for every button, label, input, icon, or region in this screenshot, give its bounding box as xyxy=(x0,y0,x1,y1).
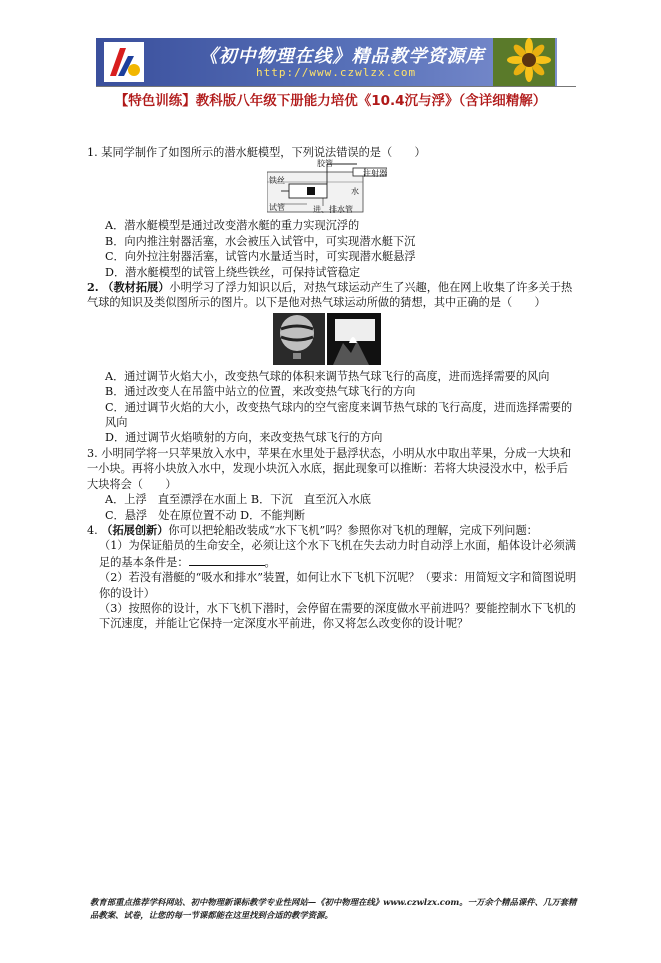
option-a: A．通过调节火焰大小，改变热气球的体积来调节热气球飞行的高度，进而选择需要的风向 xyxy=(105,369,550,383)
option-a: A．潜水艇模型是通过改变潜水艇的重力实现沉浮的 xyxy=(105,219,360,233)
question-number: 4. xyxy=(87,523,98,537)
question-2 xyxy=(87,280,577,311)
question-list xyxy=(87,145,577,632)
hot-air-balloon-photos xyxy=(273,313,381,365)
question-number: 2. xyxy=(87,280,99,295)
question-stem: 小明同学将一只苹果放入水中，苹果在水里处于悬浮状态，小明从水中取出苹果，分成一大块和一小块。再将小块放入水中，发现小块沉入水底，据此现象可以推断：若将大块浸没水中，松手后大块将会（ ） xyxy=(87,446,572,491)
option-d: D．通过调节火焰喷射的方向，来改变热气球飞行的方向 xyxy=(105,431,383,445)
question-stem: 某同学制作了如图所示的潜水艇模型，下列说法错误的是（ ） xyxy=(101,146,426,159)
site-logo-icon xyxy=(104,42,144,82)
question-stem: 小明学习了浮力知识以后，对热气球运动产生了兴趣，他在网上收集了许多关于热气球的知识及类似图所示的图片。以下是他对热气球运动所做的猜想，其中正确的是（ ） xyxy=(87,281,573,310)
hot-air-balloon-figure xyxy=(273,313,381,365)
submarine-model-figure xyxy=(267,160,387,216)
sub-question-1-text: （1）为保证船员的生命安全，必须让这个水下飞机在失去动力时自动浮上水面，船体设计必须满足的基本条件是： xyxy=(99,539,576,569)
sub-question-2: （2）若没有潜艇的“吸水和排水”装置，如何让水下飞机下沉呢？（要求：用简短文字和简图说明你的设计） xyxy=(99,571,577,600)
question-number: 1. xyxy=(87,146,98,159)
option-cd: C．悬浮 处在原位置不动 D．不能判断 xyxy=(105,508,306,522)
option-b: B．通过改变人在吊篮中站立的位置，来改变热气球飞行的方向 xyxy=(105,385,416,399)
label-zhusheqi: 注射器 xyxy=(363,169,387,179)
label-jiaoguan: 胶管 xyxy=(317,159,333,169)
banner-url: http://www.czwlzx.com xyxy=(256,66,417,79)
option-d: D．潜水艇模型的试管上绕些铁丝，可保持试管稳定 xyxy=(105,265,361,279)
label-jinpaishuiguan: 进、排水管 xyxy=(313,205,353,215)
banner-title: 《初中物理在线》精品教学资源库 xyxy=(199,46,485,67)
question-4 xyxy=(87,523,577,538)
label-shiguan: 试管 xyxy=(269,203,285,213)
banner-divider xyxy=(96,86,576,87)
option-c: C．通过调节火焰的大小，改变热气球内的空气密度来调节热气球的飞行高度，进而选择需要的风向 xyxy=(105,400,573,430)
label-tiesi: 铁丝 xyxy=(269,176,285,186)
question-3 xyxy=(87,446,577,492)
label-shui: 水 xyxy=(351,187,359,197)
document-title: 【特色训练】教科版八年级下册能力培优《10.4沉与浮》（含详细精解） xyxy=(114,93,547,109)
question-tag: （拓展创新） xyxy=(101,522,169,537)
question-stem: 你可以把轮船改装成“水下飞机”吗？参照你对飞机的理解，完成下列问题： xyxy=(168,523,538,537)
answer-blank[interactable] xyxy=(189,554,265,566)
option-b: B．向内推注射器活塞，水会被压入试管中，可实现潜水艇下沉 xyxy=(105,234,416,248)
sub-question-1 xyxy=(87,538,577,570)
sunflower-icon xyxy=(493,38,555,86)
option-c: C．向外拉注射器活塞，试管内水量适当时，可实现潜水艇悬浮 xyxy=(105,250,416,264)
question-tag: （教材拓展） xyxy=(102,280,170,295)
option-ab: A．上浮 直至漂浮在水面上 B．下沉 直至沉入水底 xyxy=(105,493,371,507)
sub-question-3: （3）按照你的设计，水下飞机下潜时，会停留在需要的深度做水平前进吗？要能控制水下飞机的下沉速度，并能让它保持一定深度水平前进，你又将怎么改变你的设计呢？ xyxy=(99,601,576,631)
site-banner xyxy=(96,38,557,86)
question-number: 3. xyxy=(87,446,98,460)
page-footer: 教育部重点推荐学科网站、初中物理新课标教学专业性网站—《初中物理在线》www.czwlzx.com。一万余个精品课件、几万套精品教案、试卷，让您的每一节课都能在这里找到合适的教学资源。 xyxy=(90,897,577,920)
sub-question-1-end: 。 xyxy=(264,555,276,569)
